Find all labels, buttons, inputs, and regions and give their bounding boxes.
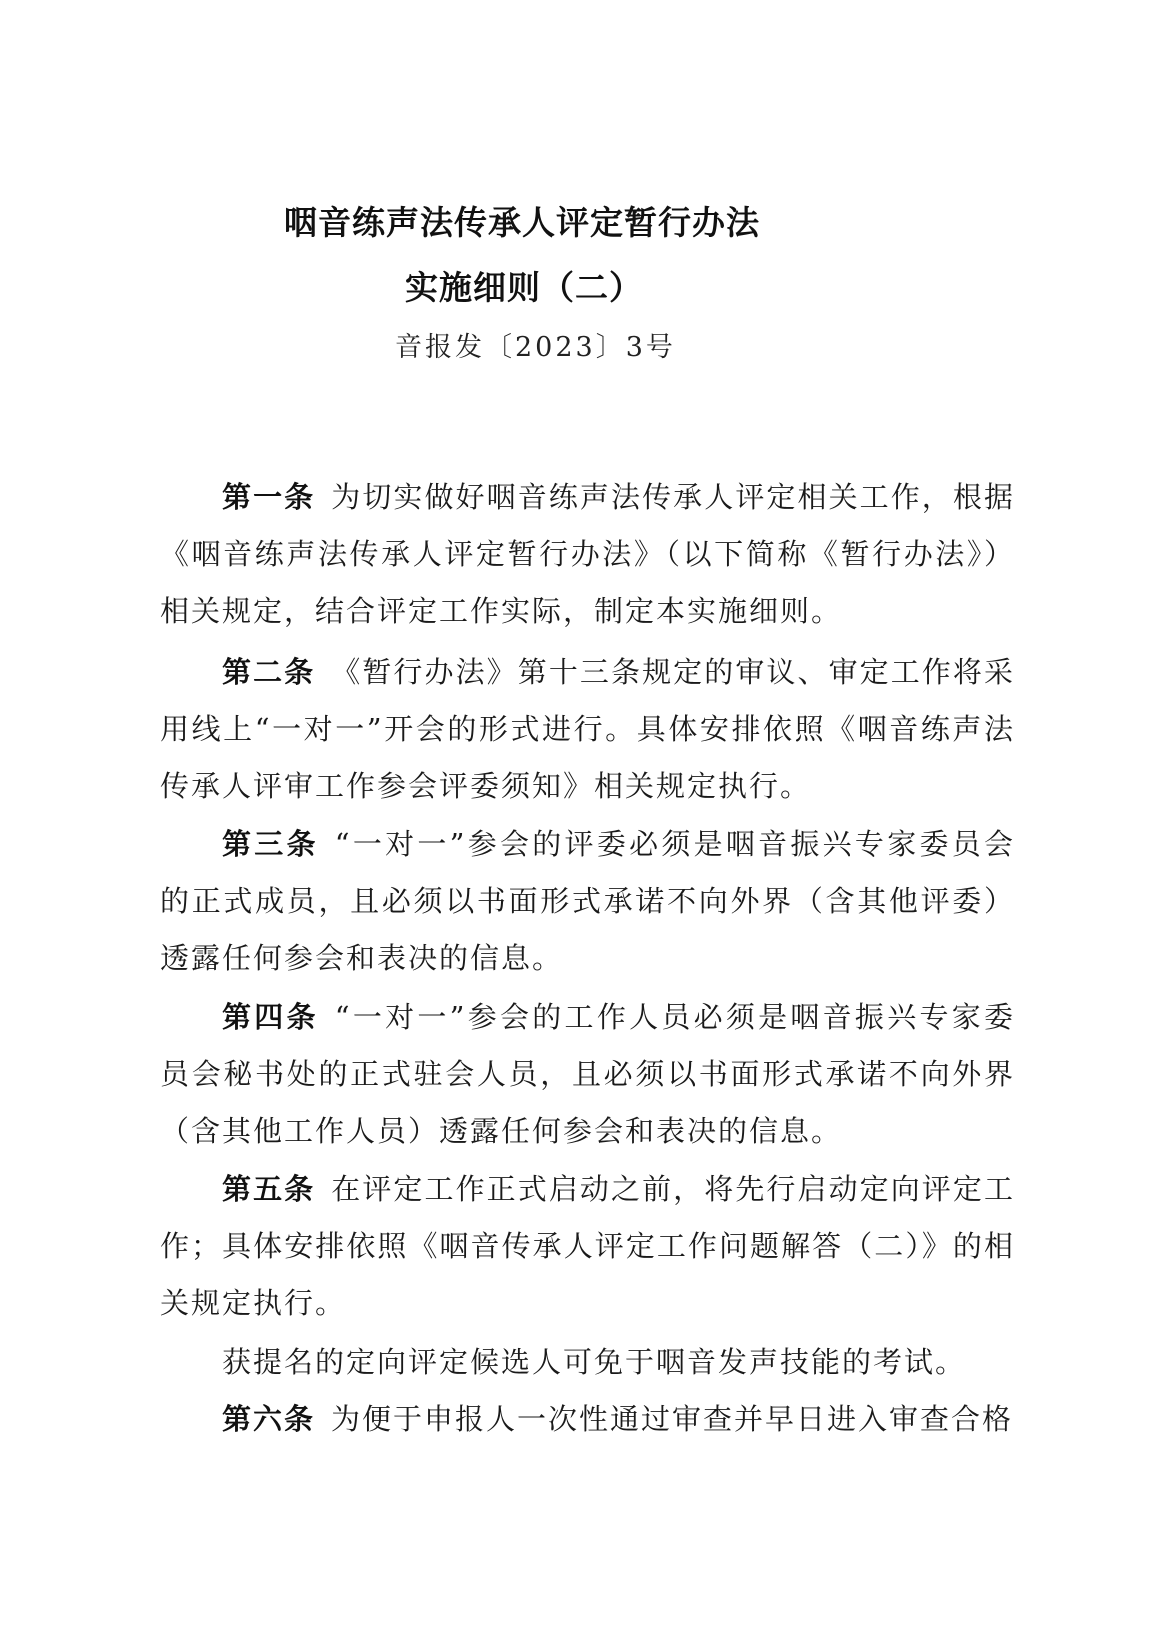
document-title: 咽音练声法传承人评定暂行办法 <box>284 203 760 242</box>
article-text: “一对一”参会的工作人员必须是咽音振兴专家委员会秘书处的正式驻会人员，且必须以书面形式承诺不向外界（含其他工作人员）透露任何参会和表决的信息。 <box>160 1000 1015 1148</box>
article-heading: 第一条 <box>222 480 316 514</box>
document-subtitle: 实施细则（二） <box>405 268 643 307</box>
article-heading: 第五条 <box>222 1172 316 1206</box>
article-1 <box>160 469 1015 640</box>
article-heading: 第四条 <box>222 1000 319 1034</box>
article-5-supplement <box>160 1334 1015 1391</box>
article-text: 为切实做好咽音练声法传承人评定相关工作，根据《咽音练声法传承人评定暂行办法》（以下简称《暂行办法》）相关规定，结合评定工作实际，制定本实施细则。 <box>160 480 1015 628</box>
article-heading: 第三条 <box>222 827 319 861</box>
article-text: 在评定工作正式启动之前，将先行启动定向评定工作；具体安排依照《咽音传承人评定工作问题解答（二）》的相关规定执行。 <box>160 1172 1015 1320</box>
article-heading: 第六条 <box>222 1402 316 1436</box>
article-3 <box>160 816 1015 987</box>
article-5 <box>160 1161 1015 1332</box>
article-6 <box>160 1391 1015 1448</box>
article-text: “一对一”参会的评委必须是咽音振兴专家委员会的正式成员，且必须以书面形式承诺不向外界（含其他评委）透露任何参会和表决的信息。 <box>160 827 1015 975</box>
document-number: 音报发〔2023〕3号 <box>395 332 676 363</box>
article-text: 获提名的定向评定候选人可免于咽音发声技能的考试。 <box>222 1345 967 1379</box>
article-text: 《暂行办法》第十三条规定的审议、审定工作将采用线上“一对一”开会的形式进行。具体安排依照《咽音练声法传承人评审工作参会评委须知》相关规定执行。 <box>160 655 1015 803</box>
article-4 <box>160 989 1015 1160</box>
article-2 <box>160 644 1015 815</box>
article-heading: 第二条 <box>222 655 316 689</box>
article-text: 为便于申报人一次性通过审查并早日进入审查合格 <box>331 1402 1014 1436</box>
